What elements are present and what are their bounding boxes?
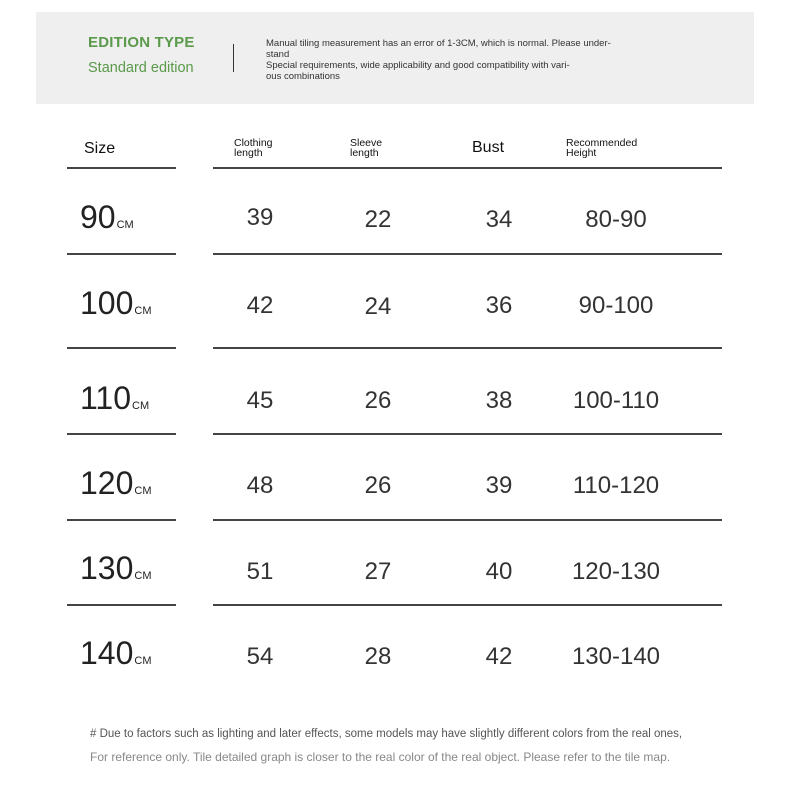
size-unit: CM [134,485,152,497]
note-line: Manual tiling measurement has an error of 1-3CM, which is normal. Please under- [266,38,611,49]
header-clothing-line1: Clothing [234,137,273,149]
size-unit: CM [134,655,152,667]
footer-reference-note: For reference only. Tile detailed graph is closer to the real color of the real object. Please refer to the tile map. [90,750,671,764]
sleeve-length-cell: 28 [364,643,392,670]
header-height-line2: Height [566,147,597,159]
row-rule-left [67,519,176,521]
size-unit: CM [134,570,152,582]
row-rule-right [213,604,722,606]
edition-note [266,38,636,82]
recommended-height-cell: 100-110 [572,387,660,414]
header-size: Size [84,140,116,157]
sleeve-length-cell: 26 [364,387,392,414]
recommended-height-cell: 90-100 [578,292,654,319]
header-clothing-length [234,138,273,158]
row-rule-left [67,433,176,435]
note-line: stand [266,49,290,60]
row-rule-right [213,347,722,349]
header-bust: Bust [472,139,505,156]
size-unit: CM [116,219,134,231]
size-cell: 140CM [80,635,152,671]
note-line: ous combinations [266,71,340,82]
clothing-length-cell: 42 [246,292,274,319]
clothing-length-cell: 39 [246,204,274,231]
bust-cell: 36 [485,292,513,319]
size-unit: CM [134,305,152,317]
edition-banner [36,12,754,104]
recommended-height-cell: 120-130 [571,558,661,585]
edition-title: EDITION TYPE [88,34,195,51]
row-rule-right [213,253,722,255]
header-height-line1: Recommended [566,137,638,149]
clothing-length-cell: 54 [246,643,274,670]
header-sleeve-line2: length [350,147,379,159]
row-rule-left [67,253,176,255]
edition-divider [233,44,234,72]
bust-cell: 39 [485,472,513,499]
recommended-height-cell: 110-120 [572,472,660,499]
clothing-length-cell: 48 [246,472,274,499]
size-cell: 110CM [80,380,150,416]
footer-disclaimer: # Due to factors such as lighting and later effects, some models may have slightly different colors from the real ones, [90,728,683,740]
size-unit: CM [132,400,150,412]
header-clothing-line2: length [234,147,263,159]
bust-cell: 34 [485,206,513,233]
header-rule-left [67,167,176,169]
sleeve-length-cell: 22 [364,206,392,233]
row-rule-right [213,433,722,435]
bust-cell: 42 [485,643,513,670]
size-cell: 100CM [80,285,152,321]
row-rule-left [67,347,176,349]
header-recommended-height [566,138,637,158]
size-cell: 90CM [80,199,134,235]
clothing-length-cell: 51 [246,558,274,585]
size-cell: 130CM [80,550,152,586]
row-rule-left [67,604,176,606]
clothing-length-cell: 45 [246,387,274,414]
header-sleeve-line1: Sleeve [350,137,383,149]
edition-subtitle: Standard edition [88,60,194,76]
recommended-height-cell: 80-90 [585,206,647,233]
row-rule-right [213,519,722,521]
size-cell: 120CM [80,465,152,501]
note-line: Special requirements, wide applicability and good compatibility with vari- [266,60,570,71]
recommended-height-cell: 130-140 [571,643,661,670]
sleeve-length-cell: 27 [364,558,392,585]
bust-cell: 38 [485,387,513,414]
sleeve-length-cell: 24 [364,293,392,320]
header-sleeve-length [350,138,382,158]
header-rule-right [213,167,722,169]
sleeve-length-cell: 26 [364,472,392,499]
bust-cell: 40 [485,558,513,585]
